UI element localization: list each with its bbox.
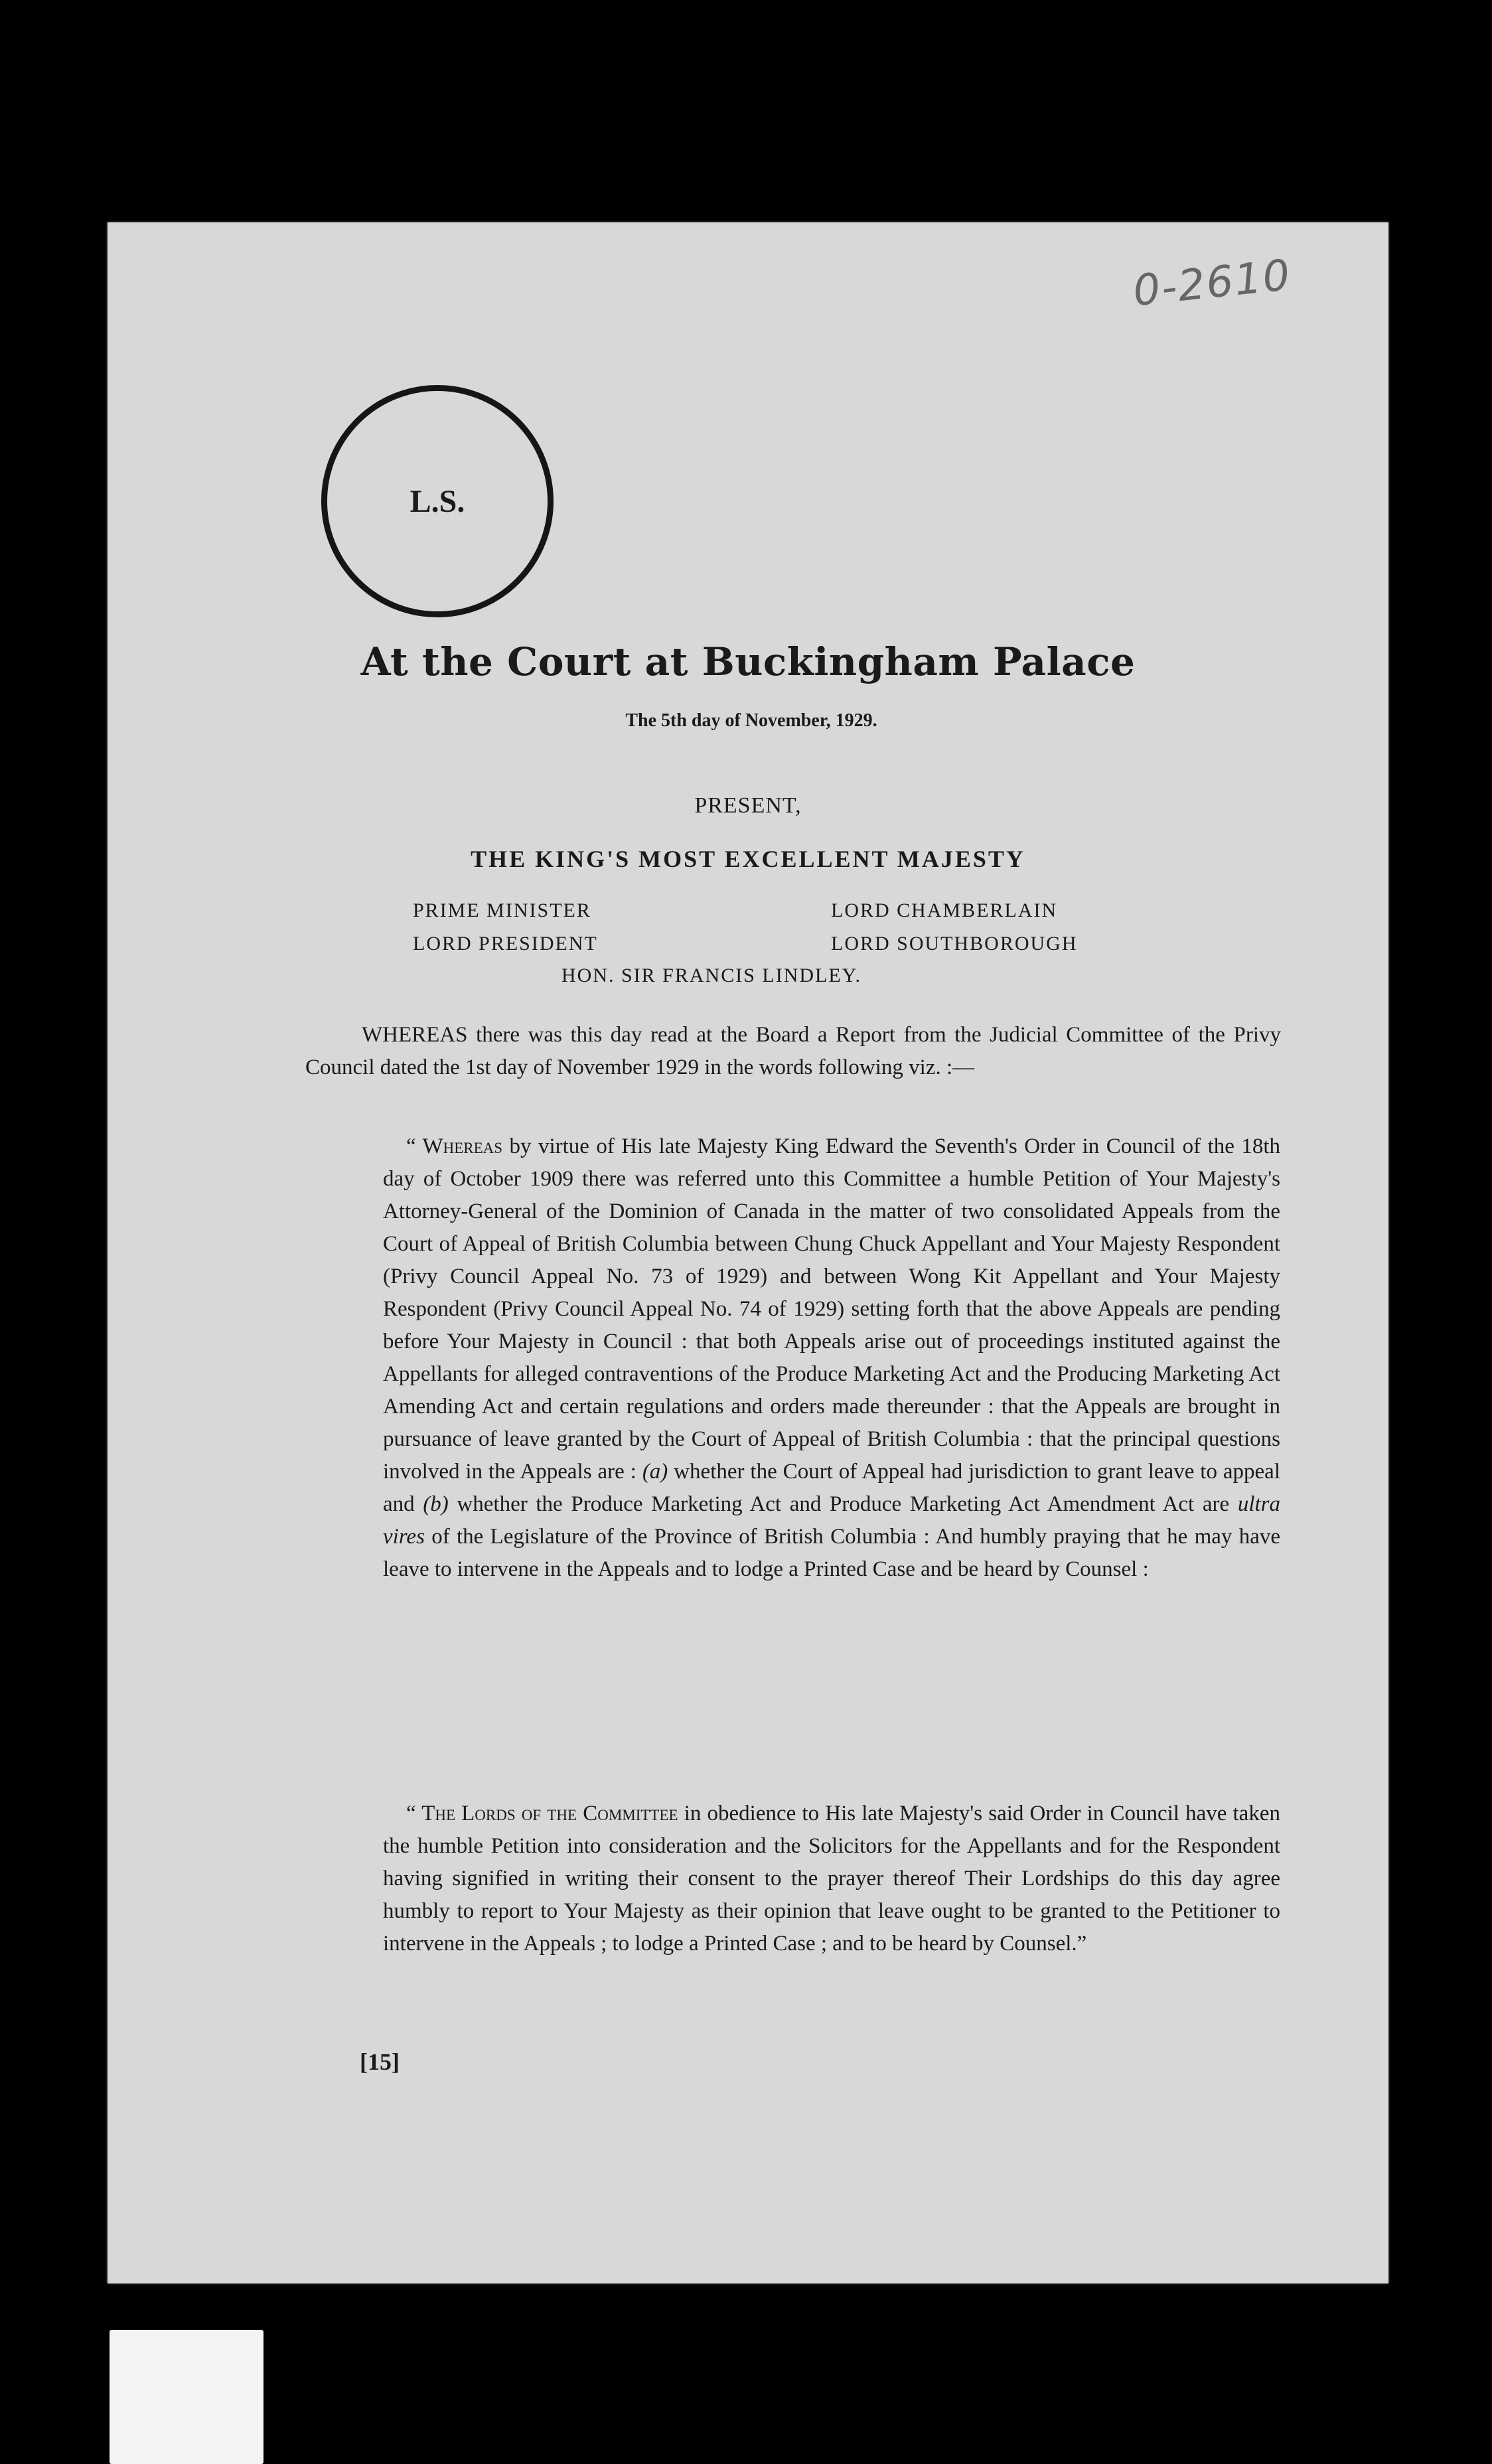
quote1-item-b: (b) xyxy=(423,1492,449,1516)
majesty-heading: THE KING'S MOST EXCELLENT MAJESTY xyxy=(471,846,1025,872)
document-page xyxy=(108,222,1388,2283)
quote1-item-a: (a) xyxy=(642,1460,668,1484)
document-title: At the Court at Buckingham Palace xyxy=(360,639,1136,684)
seal-circle xyxy=(321,385,554,617)
member-prime-minister: PRIME MINISTER xyxy=(413,899,591,921)
date-line: The 5th day of November, 1929. xyxy=(625,710,877,731)
page-number: [15] xyxy=(360,2048,400,2075)
quote1-text-part1: by virtue of His late Majesty King Edward the Seventh's Order in Council of the 18th day of October 1909 there was referred unto this Committee a humble Petition of Your Majesty's Attorney-General of the Dominion of Canada in the matter of two consolidated Appeals from the Court of Appeal of British Columbia between Chung Chuck Appellant and Your Majesty Respondent (Privy Council Appeal No. 73 of 1929) and between Wong Kit Appellant and Your Majesty Respondent (Privy Council Appeal No. 74 of 1929) setting forth that the above Appeals are pending before Your Majesty in Council : that both Appeals arise out of proceedings instituted against the Appellants for alleged contraventions of the Produce Marketing Act and the Producing Marketing Act Amending Act and certain regulations and orders made thereunder : that the Appeals are brought in pursuance of leave granted by the Court of Appeal of British Columbia : that the principal questions involved in the Appeals are : xyxy=(383,1134,1280,1484)
quote1-ultra-vires: ultra vires xyxy=(383,1492,1281,1549)
present-heading: PRESENT, xyxy=(694,793,802,818)
scan-marker-tab xyxy=(110,2330,263,2464)
member-francis-lindley: HON. SIR FRANCIS LINDLEY. xyxy=(561,964,861,986)
whereas-paragraph: WHEREAS there was this day read at the Board a Report from the Judicial Committee of the Privy Council dated the 1st day of November 1929 in the words following viz. :— xyxy=(305,1023,1281,1079)
quote1-text-part2: whether the Court of Appeal had jurisdiction to grant leave to appeal and xyxy=(383,1460,1280,1516)
quote2-lead: “ The Lords of the Committee xyxy=(406,1802,678,1825)
quote2-text: in obedience to His late Majesty's said Order in Council have taken the humble Petition into consideration and the Solicitors for the Appellants and for the Respondent having signified in writing their consent to the prayer thereof Their Lordships do this day agree humbly to report to Your Majesty as their opinion that leave ought to be granted to the Petitioner to intervene in the Appeals ; to lodge a Printed Case ; and to be heard by Counsel.” xyxy=(383,1802,1280,1956)
quote1-text-part3: whether the Produce Marketing Act and Produce Marketing Act Amendment Act are xyxy=(448,1492,1238,1516)
quote1-text-part4: of the Legislature of the Province of British Columbia : And humbly praying that he may have leave to intervene in the Appeals and to lodge a Printed Case and be heard by Counsel : xyxy=(383,1525,1280,1581)
handwritten-archive-reference: 0-2610 xyxy=(1130,250,1294,317)
seal-text: L.S. xyxy=(410,483,465,519)
member-lord-chamberlain: LORD CHAMBERLAIN xyxy=(831,899,1058,921)
member-lord-president: LORD PRESIDENT xyxy=(413,933,598,955)
quote1-lead: “ Whereas xyxy=(406,1134,503,1158)
quoted-report-paragraph-2 xyxy=(383,1798,1280,1960)
member-lord-southborough: LORD SOUTHBOROUGH xyxy=(831,933,1078,955)
quoted-report-paragraph-1 xyxy=(383,1130,1280,1586)
